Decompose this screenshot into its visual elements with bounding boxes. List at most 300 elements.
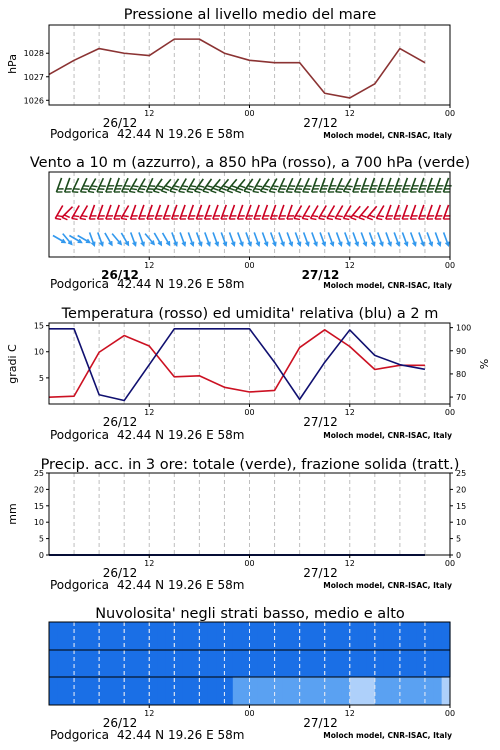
cloud-cell [82, 677, 91, 705]
precip-xlabels [103, 555, 455, 580]
cloud-cell [149, 622, 158, 650]
wind-barb-flag [235, 191, 241, 193]
cloud-cell [442, 650, 451, 677]
cloud-cell [66, 677, 75, 705]
precip-location-coords: 42.44 N 19.26 E 58m [117, 578, 245, 592]
pressure-ylabel: hPa [6, 54, 19, 74]
wind-barb-flag [304, 216, 310, 217]
y-tick-label: 1027 [23, 72, 44, 82]
wind-barb-flag [189, 189, 195, 190]
cloud-cell [375, 622, 384, 650]
cloud-cell [166, 677, 175, 705]
cloud-cell [266, 622, 275, 650]
cloud-cell [275, 650, 284, 677]
wind-barb-shaft [386, 205, 391, 219]
wind-barb-flag [88, 191, 94, 192]
cloud-cell [158, 622, 167, 650]
cloud-cell [116, 677, 125, 705]
cloud-cell [74, 677, 83, 705]
wind-barb-flag [327, 218, 333, 219]
x-tick-label: 12 [344, 559, 355, 568]
cloud-cell [408, 677, 417, 705]
y-tick-label-right: 90 [456, 346, 467, 356]
cloud-cell [308, 677, 317, 705]
wind-barb-flag [80, 218, 86, 219]
y-tick-label-right: 10 [456, 518, 467, 528]
pressure-frame [49, 25, 450, 105]
wind-barb-shaft [114, 178, 119, 192]
y-tick-label-right: 80 [456, 369, 467, 379]
cloud-cell [116, 650, 125, 677]
wind-credit: Moloch model, CNR-ISAC, Italy [323, 281, 452, 290]
cloud-cell [183, 650, 192, 677]
precip-location-name: Podgorica [50, 578, 109, 592]
cloud-cell [174, 677, 183, 705]
wind-barb-shaft [328, 178, 333, 192]
wind-barb-flag [256, 186, 262, 187]
x-tick-label: 00 [244, 709, 255, 718]
cloud-cell [149, 650, 158, 677]
wind-barb-flag [163, 188, 169, 190]
pressure-location-name: Podgorica [50, 127, 109, 141]
temperature-ylabel: gradi C [6, 344, 19, 384]
wind-barb-flag [203, 191, 209, 192]
wind-barb-flag [205, 188, 211, 189]
wind-barb-flag [273, 186, 279, 187]
cloud-cell [191, 650, 200, 677]
wind-barb-shaft [205, 205, 210, 219]
wind-barb-shaft [139, 205, 144, 219]
wind-barb-flag [213, 188, 219, 190]
y-tick-label: 10 [33, 518, 44, 528]
temperature-credit: Moloch model, CNR-ISAC, Italy [323, 431, 452, 440]
wind-barb-shaft [427, 178, 432, 192]
cloud-cell [216, 677, 225, 705]
wind-barb-flag [91, 186, 97, 187]
cloud-cell [283, 650, 292, 677]
wind-barb-flag [248, 186, 254, 187]
cloud-cell [224, 650, 233, 677]
cloud-cell [400, 677, 409, 705]
wind-barb-flag [312, 216, 318, 217]
cloud-cell [400, 650, 409, 677]
y-tick-label: 25 [33, 469, 44, 478]
wind-barb-shaft [229, 205, 234, 219]
y-tick-label: 1028 [23, 49, 44, 59]
wind-barb-flag [244, 191, 250, 192]
cloud-cell [199, 677, 208, 705]
wind-barb-flag [255, 189, 261, 190]
cloud-cell [208, 622, 217, 650]
cloud-cell [433, 650, 442, 677]
y-tick-label: 10 [33, 347, 44, 357]
pressure-yticks [24, 49, 49, 105]
cloud-cell [124, 677, 133, 705]
pressure-title: Pressione al livello medio del mare [123, 7, 377, 23]
y-tick-label-right: 100 [456, 323, 472, 333]
cloud-cell [116, 622, 125, 650]
cloud-cell [442, 677, 451, 705]
cloud-cell [366, 650, 375, 677]
wind-barb-flag [335, 218, 341, 219]
wind-barb-flag [347, 186, 353, 187]
cloud-cell [300, 622, 309, 650]
wind-panel [30, 155, 470, 291]
x-tick-label: 00 [244, 408, 255, 417]
cloud-cell [233, 650, 242, 677]
cloud-cell [366, 622, 375, 650]
wind-barb-flag [219, 191, 225, 193]
cloud-cell [66, 650, 75, 677]
wind-barb-flag [296, 216, 302, 217]
cloud-cell [325, 677, 334, 705]
cloud-cell [107, 650, 116, 677]
wind-barb-shaft [262, 205, 267, 219]
cloud-cell [308, 622, 317, 650]
cloud-cell [375, 650, 384, 677]
cloud-cell [300, 677, 309, 705]
temperature-xlabels [103, 404, 455, 429]
wind-barb-flag [343, 218, 349, 219]
wind-barb-flag [179, 191, 185, 192]
wind-barb-shaft [386, 178, 391, 192]
wind-barb-shaft [369, 178, 374, 192]
y-tick-label-right: 70 [456, 393, 467, 403]
cloud-cell [233, 677, 242, 705]
date-label: 27/12 [303, 716, 338, 730]
cloud-cell [124, 622, 133, 650]
wind-barb-shaft [378, 178, 383, 192]
x-tick-label: 00 [444, 261, 456, 270]
date-label: 26/12 [102, 566, 138, 580]
cloud-cell [57, 622, 66, 650]
temperature-lines [49, 329, 425, 401]
wind-barb-flag [165, 186, 171, 188]
wind-barb-flag [329, 216, 335, 217]
cloud-cell [74, 650, 83, 677]
wind-barb-flag [229, 188, 235, 190]
cloud-cell [183, 677, 192, 705]
cloud-cell [241, 650, 250, 677]
wind-barb-shaft [427, 205, 432, 219]
wind-barb-shaft [435, 178, 440, 192]
pressure-lines [49, 39, 425, 98]
x-tick-label: 12 [144, 261, 155, 270]
pressure-credit: Moloch model, CNR-ISAC, Italy [323, 131, 452, 140]
wind-barb-shaft [188, 205, 193, 219]
wind-barb-flag [361, 215, 367, 217]
cloud-cell [300, 650, 309, 677]
x-tick-label: 00 [444, 709, 456, 718]
cloud-cell [291, 677, 300, 705]
cloud-cell [149, 677, 158, 705]
wind-barb-flag [302, 218, 308, 219]
cloud-cell [158, 650, 167, 677]
cloud-cell [258, 650, 267, 677]
cloud-cell [417, 650, 426, 677]
wind-barb-flag [271, 189, 277, 190]
precip-title: Precip. acc. in 3 ore: totale (verde), frazione solida (tratt.) [40, 457, 460, 473]
precip-frame [49, 473, 450, 555]
cloud-cell [133, 650, 142, 677]
pressure-line [49, 39, 425, 98]
wind-barb-flag [131, 189, 137, 190]
y-tick-label: 5 [38, 373, 44, 383]
wind-barb-flag [73, 216, 79, 217]
precip-ylabel: mm [6, 503, 19, 525]
cloud-cell [250, 622, 259, 650]
wind-barb-flag [311, 218, 317, 219]
wind-title: Vento a 10 m (azzurro), a 850 hPa (rosso), a 700 hPa (verde) [29, 155, 471, 171]
y-tick-label: 15 [33, 501, 44, 511]
wind-barb-flag [231, 186, 237, 188]
wind-barb-flag [320, 216, 326, 217]
wind-barb-flag [376, 218, 382, 219]
wind-barb-shaft [443, 205, 448, 219]
cloud-cell [99, 677, 108, 705]
wind-barb-flag [369, 215, 375, 217]
wind-barb-flag [253, 191, 259, 192]
wind-barb-flag [343, 191, 349, 192]
cloud-cell [358, 677, 367, 705]
wind-barb-shaft [394, 205, 399, 219]
cloud-cell [141, 677, 150, 705]
wind-barb-flag [129, 191, 135, 192]
date-label: 26/12 [102, 716, 138, 730]
y-tick-label-right: 15 [456, 501, 467, 511]
cloud-cell [224, 622, 233, 650]
cloud-cell [133, 622, 142, 650]
y-tick-label-right: 5 [456, 534, 462, 544]
cloud-title: Nuvolosita' negli strati basso, medio e alto [95, 606, 405, 622]
wind-barb-shaft [402, 178, 407, 192]
wind-barb-flag [141, 186, 147, 187]
y-tick-label: 20 [33, 485, 44, 495]
cloud-cell [49, 622, 58, 650]
wind-barb-flag [367, 218, 373, 220]
cloud-cell [358, 622, 367, 650]
wind-barb-flag [133, 186, 139, 187]
cloud-cell [308, 650, 317, 677]
cloud-cell [408, 622, 417, 650]
cloud-cell [199, 622, 208, 650]
cloud-cell [341, 650, 350, 677]
cloud-cell [266, 677, 275, 705]
cloud-cell [425, 650, 434, 677]
wind-barb-flag [240, 186, 246, 188]
y-tick-label-right: 0 [456, 551, 462, 560]
cloud-cell [383, 622, 392, 650]
cloud-cell [433, 622, 442, 650]
wind-barb-flag [121, 218, 127, 219]
wind-barb-shaft [410, 178, 415, 192]
precip-panel [6, 457, 466, 592]
cloud-cell [325, 650, 334, 677]
cloud-cell [408, 650, 417, 677]
wind-barb-flag [207, 186, 213, 187]
x-tick-label: 00 [244, 109, 255, 118]
y-tick-label-right: 20 [456, 485, 467, 495]
wind-barb-flag [82, 216, 88, 217]
wind-barb-shaft [112, 234, 121, 245]
x-tick-label: 12 [144, 109, 155, 118]
wind-barb-shaft [131, 205, 136, 219]
wind-barb-flag [294, 218, 300, 219]
cloud-cell [91, 650, 100, 677]
wind-barb-flag [72, 218, 78, 219]
cloud-cell [383, 677, 392, 705]
wind-barb-shaft [410, 205, 415, 219]
wind-barb-flag [337, 216, 343, 217]
cloud-cell [433, 677, 442, 705]
wind-barb-shaft [353, 178, 358, 192]
cloud-cell [183, 622, 192, 650]
cloud-cell [99, 650, 108, 677]
cloud-cell [133, 677, 142, 705]
temperature-panel [6, 306, 491, 442]
wind-barb-shaft [443, 178, 448, 192]
cloud-cell [333, 622, 342, 650]
cloud-cell [191, 622, 200, 650]
cloud-cell [174, 650, 183, 677]
x-tick-label: 12 [144, 408, 155, 417]
cloud-cell [208, 677, 217, 705]
wind-barb-shaft [312, 178, 317, 192]
cloud-cell [375, 677, 384, 705]
cloud-cell [400, 622, 409, 650]
wind-barb-flag [261, 191, 267, 192]
cloud-cell [107, 677, 116, 705]
pressure-panel [6, 7, 455, 141]
wind-barb-shaft [56, 178, 61, 192]
cloud-cell [350, 650, 359, 677]
cloud-cell [333, 677, 342, 705]
cloud-cell [74, 622, 83, 650]
wind-barb-flag [172, 188, 178, 189]
cloud-cell [216, 622, 225, 650]
wind-barb-flag [55, 218, 61, 219]
cloud-cell [241, 677, 250, 705]
cloud-cell [341, 622, 350, 650]
pressure-location-coords: 42.44 N 19.26 E 58m [117, 127, 245, 141]
date-label: 27/12 [303, 116, 338, 130]
wind-barb-flag [345, 216, 351, 217]
cloud-cell [82, 622, 91, 650]
cloud-cell [216, 650, 225, 677]
cloud-cell [417, 677, 426, 705]
cloud-cell [358, 650, 367, 677]
cloud-cell [275, 622, 284, 650]
date-label: 27/12 [303, 566, 338, 580]
cloud-cell [341, 677, 350, 705]
date-label: 27/12 [303, 415, 338, 429]
cloud-cell [325, 622, 334, 650]
temperature-location-coords: 42.44 N 19.26 E 58m [117, 428, 245, 442]
wind-barb-flag [215, 186, 221, 188]
x-tick-label: 00 [444, 109, 456, 118]
cloud-cell [350, 677, 359, 705]
cloud-cell [141, 622, 150, 650]
wind-barb-shaft [114, 205, 119, 219]
y-tick-label: 15 [33, 321, 44, 331]
wind-barb-flag [180, 189, 186, 190]
cloud-cell [158, 677, 167, 705]
cloud-cell [66, 622, 75, 650]
wind-barb-flag [161, 191, 167, 193]
wind-barb-flag [378, 216, 384, 217]
wind-barb-shaft [106, 178, 111, 192]
wind-barb-shaft [254, 205, 259, 219]
wind-barb-flag [155, 188, 161, 189]
cloud-cell [107, 622, 116, 650]
cloud-cell [174, 622, 183, 650]
wind-barb-flag [138, 191, 144, 192]
wind-barb-shaft [106, 205, 111, 219]
cloud-cell [291, 622, 300, 650]
cloud-cell [425, 622, 434, 650]
date-label: 26/12 [102, 415, 138, 429]
wind-barb-flag [157, 186, 163, 187]
wind-barb-shaft [361, 178, 366, 192]
wind-barb-shaft [180, 205, 185, 219]
wind-barb-flag [211, 191, 217, 193]
wind-barb-shaft [287, 205, 292, 219]
wind-barb-flag [190, 186, 196, 187]
cloud-cell [124, 650, 133, 677]
precip-credit: Moloch model, CNR-ISAC, Italy [323, 581, 452, 590]
wind-location-coords: 42.44 N 19.26 E 58m [117, 277, 245, 291]
wind-barb-flag [139, 189, 145, 190]
x-tick-label: 12 [144, 559, 155, 568]
cloud-cell [316, 650, 325, 677]
cloud-cell [166, 650, 175, 677]
cloud-cell [99, 622, 108, 650]
cloud-cell [241, 622, 250, 650]
wind-barb-flag [195, 191, 201, 192]
wind-barb-flag [123, 216, 129, 217]
wind-location-name: Podgorica [50, 277, 109, 291]
wind-barb-shaft [213, 205, 218, 219]
cloud-cell [283, 677, 292, 705]
wind-barb-shaft [238, 205, 243, 219]
wind-barb-shaft [394, 178, 399, 192]
wind-barb-flag [351, 218, 357, 220]
cloud-cell [91, 677, 100, 705]
wind-barb-shaft [419, 178, 424, 192]
wind-barb-flag [221, 188, 227, 190]
wind-barb-flag [246, 188, 252, 189]
cloud-credit: Moloch model, CNR-ISAC, Italy [323, 731, 452, 740]
cloud-cell [141, 650, 150, 677]
x-tick-label: 00 [444, 408, 456, 417]
cloud-cell [316, 677, 325, 705]
wind-barb-shaft [155, 205, 160, 219]
humidity-ylabel: % [478, 358, 491, 370]
cloud-cell [199, 650, 208, 677]
cloud-cell [392, 622, 401, 650]
wind-barb-shaft [98, 205, 103, 219]
cloud-cell [383, 650, 392, 677]
wind-barb-flag [264, 186, 270, 187]
wind-barb-flag [237, 188, 243, 190]
cloud-cell [392, 650, 401, 677]
wind-barb-flag [269, 191, 275, 192]
x-tick-label: 12 [344, 709, 355, 718]
wind-barb-shaft [435, 205, 440, 219]
cloud-cell [417, 622, 426, 650]
x-tick-label: 12 [344, 408, 355, 417]
cloud-cell [283, 622, 292, 650]
